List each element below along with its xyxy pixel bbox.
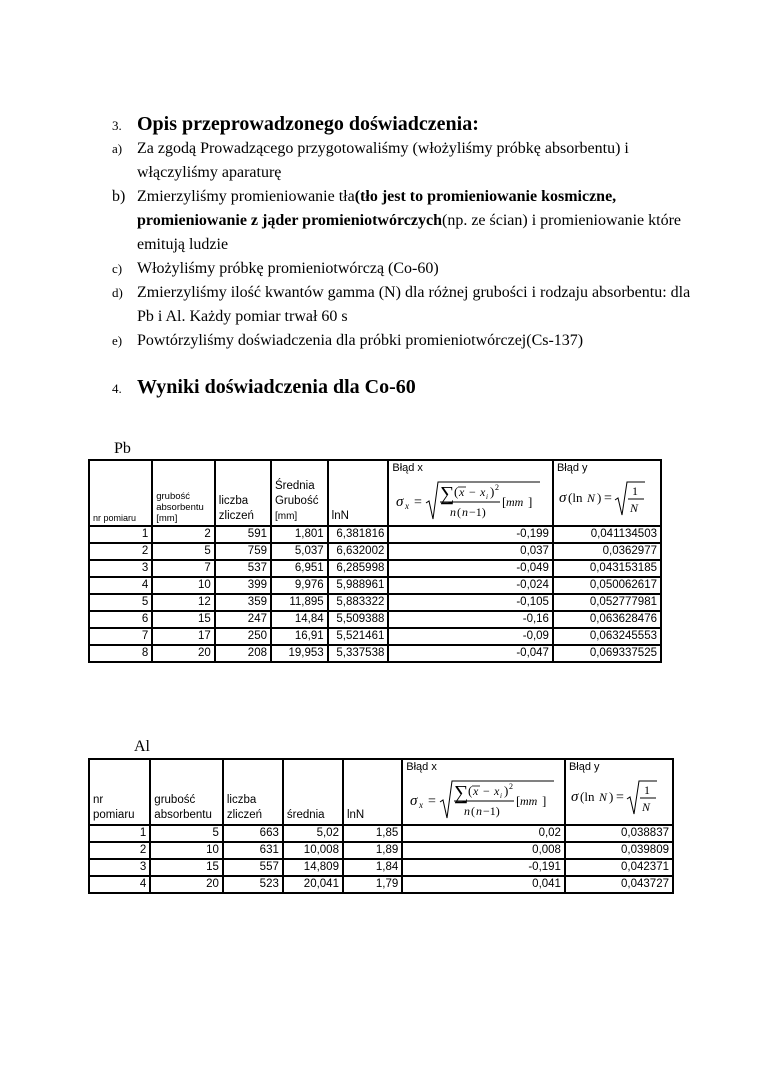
svg-text:n: n	[464, 804, 471, 818]
list-marker: d)	[112, 285, 123, 300]
cell-counts: 557	[223, 859, 283, 876]
svg-text:n: n	[462, 505, 469, 519]
al-table-label: Al	[134, 738, 150, 755]
col-header-error-y: Błąd y σ (ln N ) = 1 N	[553, 460, 661, 526]
section-4-number: 4.	[112, 381, 122, 396]
svg-text:): )	[490, 484, 495, 499]
table-row	[89, 560, 661, 577]
cell-error-x: -0,049	[388, 560, 553, 577]
cell-lnN: 5,988961	[328, 577, 389, 594]
cell-counts: 399	[215, 577, 271, 594]
svg-text:2: 2	[509, 782, 514, 791]
cell-mean: 6,951	[271, 560, 328, 577]
cell-error-x: -0,16	[388, 611, 553, 628]
cell-thickness: 20	[150, 876, 223, 893]
cell-thickness: 2	[152, 526, 215, 543]
svg-text:−: −	[483, 784, 491, 798]
cell-nr: 4	[89, 577, 152, 594]
cell-thickness: 17	[152, 628, 215, 645]
section-4-heading	[112, 376, 416, 399]
svg-text:N: N	[641, 800, 650, 814]
table-row	[89, 859, 673, 876]
error-y-formula	[569, 778, 669, 818]
col-header-mean: Średnia Grubość [mm]	[271, 460, 328, 526]
cell-error-x: -0,199	[388, 526, 553, 543]
svg-text:∑: ∑	[440, 483, 455, 505]
cell-lnN: 6,381816	[328, 526, 389, 543]
cell-nr: 1	[89, 825, 150, 842]
svg-text:(ln: (ln	[567, 490, 583, 505]
cell-error-y: 0,043153185	[553, 560, 661, 577]
cell-lnN: 6,285998	[328, 560, 389, 577]
cell-counts: 208	[215, 645, 271, 662]
svg-text:): )	[504, 783, 509, 798]
col-header-nr: nr pomiaru	[89, 759, 150, 825]
error-y-formula	[557, 479, 657, 519]
table-row	[89, 577, 661, 594]
svg-text:(: (	[457, 505, 462, 519]
cell-mean: 16,91	[271, 628, 328, 645]
list-item	[112, 185, 692, 257]
cell-nr: 3	[89, 859, 150, 876]
list-item-text: Powtórzyliśmy doświadczenia dla próbki promieniotwórczej(Cs-137)	[137, 332, 584, 349]
cell-lnN: 1,89	[343, 842, 402, 859]
cell-thickness: 12	[152, 594, 215, 611]
cell-thickness: 5	[152, 543, 215, 560]
col-header-mean: średnia	[283, 759, 343, 825]
cell-thickness: 5	[150, 825, 223, 842]
svg-text:σ: σ	[410, 793, 418, 809]
cell-error-x: 0,008	[402, 842, 565, 859]
section-3-heading	[112, 113, 479, 136]
svg-text:x: x	[459, 485, 465, 499]
list-marker: b)	[112, 188, 126, 205]
svg-text:i: i	[500, 792, 503, 800]
cell-lnN: 5,521461	[328, 628, 389, 645]
cell-thickness: 15	[152, 611, 215, 628]
cell-nr: 2	[89, 543, 152, 560]
cell-error-x: -0,09	[388, 628, 553, 645]
cell-counts: 759	[215, 543, 271, 560]
svg-text:(: (	[471, 804, 476, 818]
procedure-list	[112, 137, 692, 353]
svg-text:x: x	[473, 784, 479, 798]
list-marker: e)	[112, 333, 123, 348]
cell-lnN: 1,84	[343, 859, 402, 876]
list-item	[112, 257, 692, 281]
table-row	[89, 594, 661, 611]
cell-lnN: 5,337538	[328, 645, 389, 662]
cell-error-y: 0,041134503	[553, 526, 661, 543]
table-row	[89, 628, 661, 645]
cell-thickness: 20	[152, 645, 215, 662]
col-header-lnN: lnN	[328, 460, 389, 526]
cell-lnN: 5,883322	[328, 594, 389, 611]
svg-text:−1): −1)	[469, 505, 487, 519]
svg-text:x: x	[480, 485, 486, 499]
cell-error-y: 0,043727	[565, 876, 673, 893]
cell-error-y: 0,038837	[565, 825, 673, 842]
cell-mean: 20,041	[283, 876, 343, 893]
section-3-number: 3.	[112, 118, 122, 133]
col-header-nr: nr pomiaru	[89, 460, 152, 526]
table-header-row	[89, 759, 673, 825]
cell-mean: 5,037	[271, 543, 328, 560]
cell-counts: 250	[215, 628, 271, 645]
list-marker: a)	[112, 141, 123, 156]
cell-counts: 523	[223, 876, 283, 893]
cell-error-y: 0,0362977	[553, 543, 661, 560]
cell-counts: 591	[215, 526, 271, 543]
cell-mean: 19,953	[271, 645, 328, 662]
cell-thickness: 10	[152, 577, 215, 594]
col-header-error-x: Błąd x σ x = ∑ ( x − x i ) 2 n ( n −1) [ mm ]	[402, 759, 565, 825]
svg-text:1: 1	[643, 783, 650, 797]
svg-text:n: n	[476, 804, 483, 818]
svg-text:=: =	[428, 794, 437, 809]
cell-error-x: -0,191	[402, 859, 565, 876]
cell-error-y: 0,039809	[565, 842, 673, 859]
section-4-title: Wyniki doświadczenia dla Co-60	[137, 376, 416, 398]
svg-text:): )	[596, 490, 602, 505]
svg-text:x: x	[494, 784, 500, 798]
cell-nr: 5	[89, 594, 152, 611]
cell-mean: 5,02	[283, 825, 343, 842]
error-x-formula	[406, 778, 556, 822]
svg-text:]: ]	[542, 793, 547, 808]
list-item-text-part: Zmierzyliśmy promieniowanie tła	[137, 188, 355, 205]
cell-nr: 1	[89, 526, 152, 543]
table-row	[89, 825, 673, 842]
svg-text:]: ]	[528, 494, 533, 509]
list-item-text-part: (tło jest to promieniowanie kosmiczne, promieniowanie z jąder promieniotwórczych	[137, 188, 617, 229]
svg-text:x: x	[419, 800, 424, 810]
table-row	[89, 645, 661, 662]
cell-thickness: 10	[150, 842, 223, 859]
cell-lnN: 5,509388	[328, 611, 389, 628]
col-header-error-x: Błąd x σ x = ∑ ( x − x i ) 2 n ( n −1) [ mm ]	[388, 460, 553, 526]
cell-error-y: 0,063245553	[553, 628, 661, 645]
cell-mean: 9,976	[271, 577, 328, 594]
svg-text:(: (	[468, 783, 473, 798]
list-item-text: Włożyliśmy próbkę promieniotwórczą (Co-60)	[137, 260, 439, 277]
cell-lnN: 1,85	[343, 825, 402, 842]
cell-mean: 1,801	[271, 526, 328, 543]
cell-nr: 6	[89, 611, 152, 628]
cell-nr: 2	[89, 842, 150, 859]
cell-error-x: 0,02	[402, 825, 565, 842]
svg-text:[: [	[502, 494, 507, 509]
table-row	[89, 842, 673, 859]
table-header-row	[89, 460, 661, 526]
svg-text:1: 1	[631, 484, 638, 498]
error-x-formula	[392, 479, 542, 523]
list-marker: c)	[112, 261, 123, 276]
cell-counts: 663	[223, 825, 283, 842]
svg-text:): )	[608, 789, 614, 804]
pb-table-label: Pb	[114, 440, 131, 457]
svg-text:(ln: (ln	[579, 789, 595, 804]
section-3-title: Opis przeprowadzonego doświadczenia:	[137, 113, 479, 135]
cell-error-x: -0,105	[388, 594, 553, 611]
cell-error-y: 0,052777981	[553, 594, 661, 611]
svg-text:mm: mm	[520, 794, 538, 808]
cell-nr: 7	[89, 628, 152, 645]
cell-error-y: 0,042371	[565, 859, 673, 876]
svg-text:=: =	[615, 790, 624, 805]
cell-mean: 11,895	[271, 594, 328, 611]
svg-text:i: i	[486, 493, 489, 501]
svg-text:∑: ∑	[454, 782, 469, 804]
list-item	[112, 281, 692, 329]
svg-text:(: (	[454, 484, 459, 499]
cell-thickness: 15	[150, 859, 223, 876]
col-header-error-y: Błąd y σ (ln N ) = 1 N	[565, 759, 673, 825]
svg-text:n: n	[450, 505, 457, 519]
table-row	[89, 543, 661, 560]
svg-text:[: [	[516, 793, 521, 808]
svg-text:N: N	[586, 491, 595, 505]
svg-text:=: =	[414, 495, 423, 510]
table-row	[89, 876, 673, 893]
list-item-text-part: (np. ze ścian) i promieniowanie które emitują ludzie	[137, 212, 682, 253]
col-header-thickness: grubość absorbentu	[150, 759, 223, 825]
cell-error-y: 0,050062617	[553, 577, 661, 594]
col-header-thickness: grubość absorbentu [mm]	[152, 460, 215, 526]
table-row	[89, 526, 661, 543]
pb-results-table	[88, 459, 662, 663]
cell-error-x: -0,047	[388, 645, 553, 662]
svg-text:N: N	[629, 501, 638, 515]
list-item-text: Zmierzyliśmy ilość kwantów gamma (N) dla różnej grubości i rodzaju absorbentu: dla Pb i Al. Każdy pomiar trwał 60 s	[137, 284, 691, 325]
svg-text:−1): −1)	[483, 804, 501, 818]
cell-nr: 3	[89, 560, 152, 577]
svg-text:N: N	[598, 790, 607, 804]
cell-counts: 247	[215, 611, 271, 628]
cell-error-x: -0,024	[388, 577, 553, 594]
cell-lnN: 1,79	[343, 876, 402, 893]
cell-counts: 537	[215, 560, 271, 577]
svg-text:σ: σ	[570, 789, 579, 805]
cell-mean: 14,809	[283, 859, 343, 876]
col-header-counts: liczba zliczeń	[215, 460, 271, 526]
svg-text:−: −	[469, 485, 477, 499]
col-header-counts: liczba zliczeń	[223, 759, 283, 825]
svg-text:=: =	[603, 491, 612, 506]
svg-text:2: 2	[495, 483, 500, 492]
svg-text:mm: mm	[506, 495, 524, 509]
cell-mean: 14,84	[271, 611, 328, 628]
cell-error-x: 0,037	[388, 543, 553, 560]
cell-counts: 359	[215, 594, 271, 611]
svg-text:σ: σ	[396, 494, 404, 510]
table-row	[89, 611, 661, 628]
list-item-text	[137, 185, 692, 257]
cell-error-y: 0,063628476	[553, 611, 661, 628]
list-item-text: Za zgodą Prowadzącego przygotowaliśmy (włożyliśmy próbkę absorbentu) i włączyliśmy aparaturę	[137, 140, 629, 181]
list-item	[112, 329, 692, 353]
cell-nr: 8	[89, 645, 152, 662]
cell-counts: 631	[223, 842, 283, 859]
col-header-lnN: lnN	[343, 759, 402, 825]
svg-text:σ: σ	[558, 490, 567, 506]
cell-error-x: 0,041	[402, 876, 565, 893]
al-results-table	[88, 758, 674, 894]
cell-thickness: 7	[152, 560, 215, 577]
svg-text:x: x	[405, 501, 410, 511]
cell-mean: 10,008	[283, 842, 343, 859]
cell-nr: 4	[89, 876, 150, 893]
cell-lnN: 6,632002	[328, 543, 389, 560]
list-item	[112, 137, 692, 185]
cell-error-y: 0,069337525	[553, 645, 661, 662]
